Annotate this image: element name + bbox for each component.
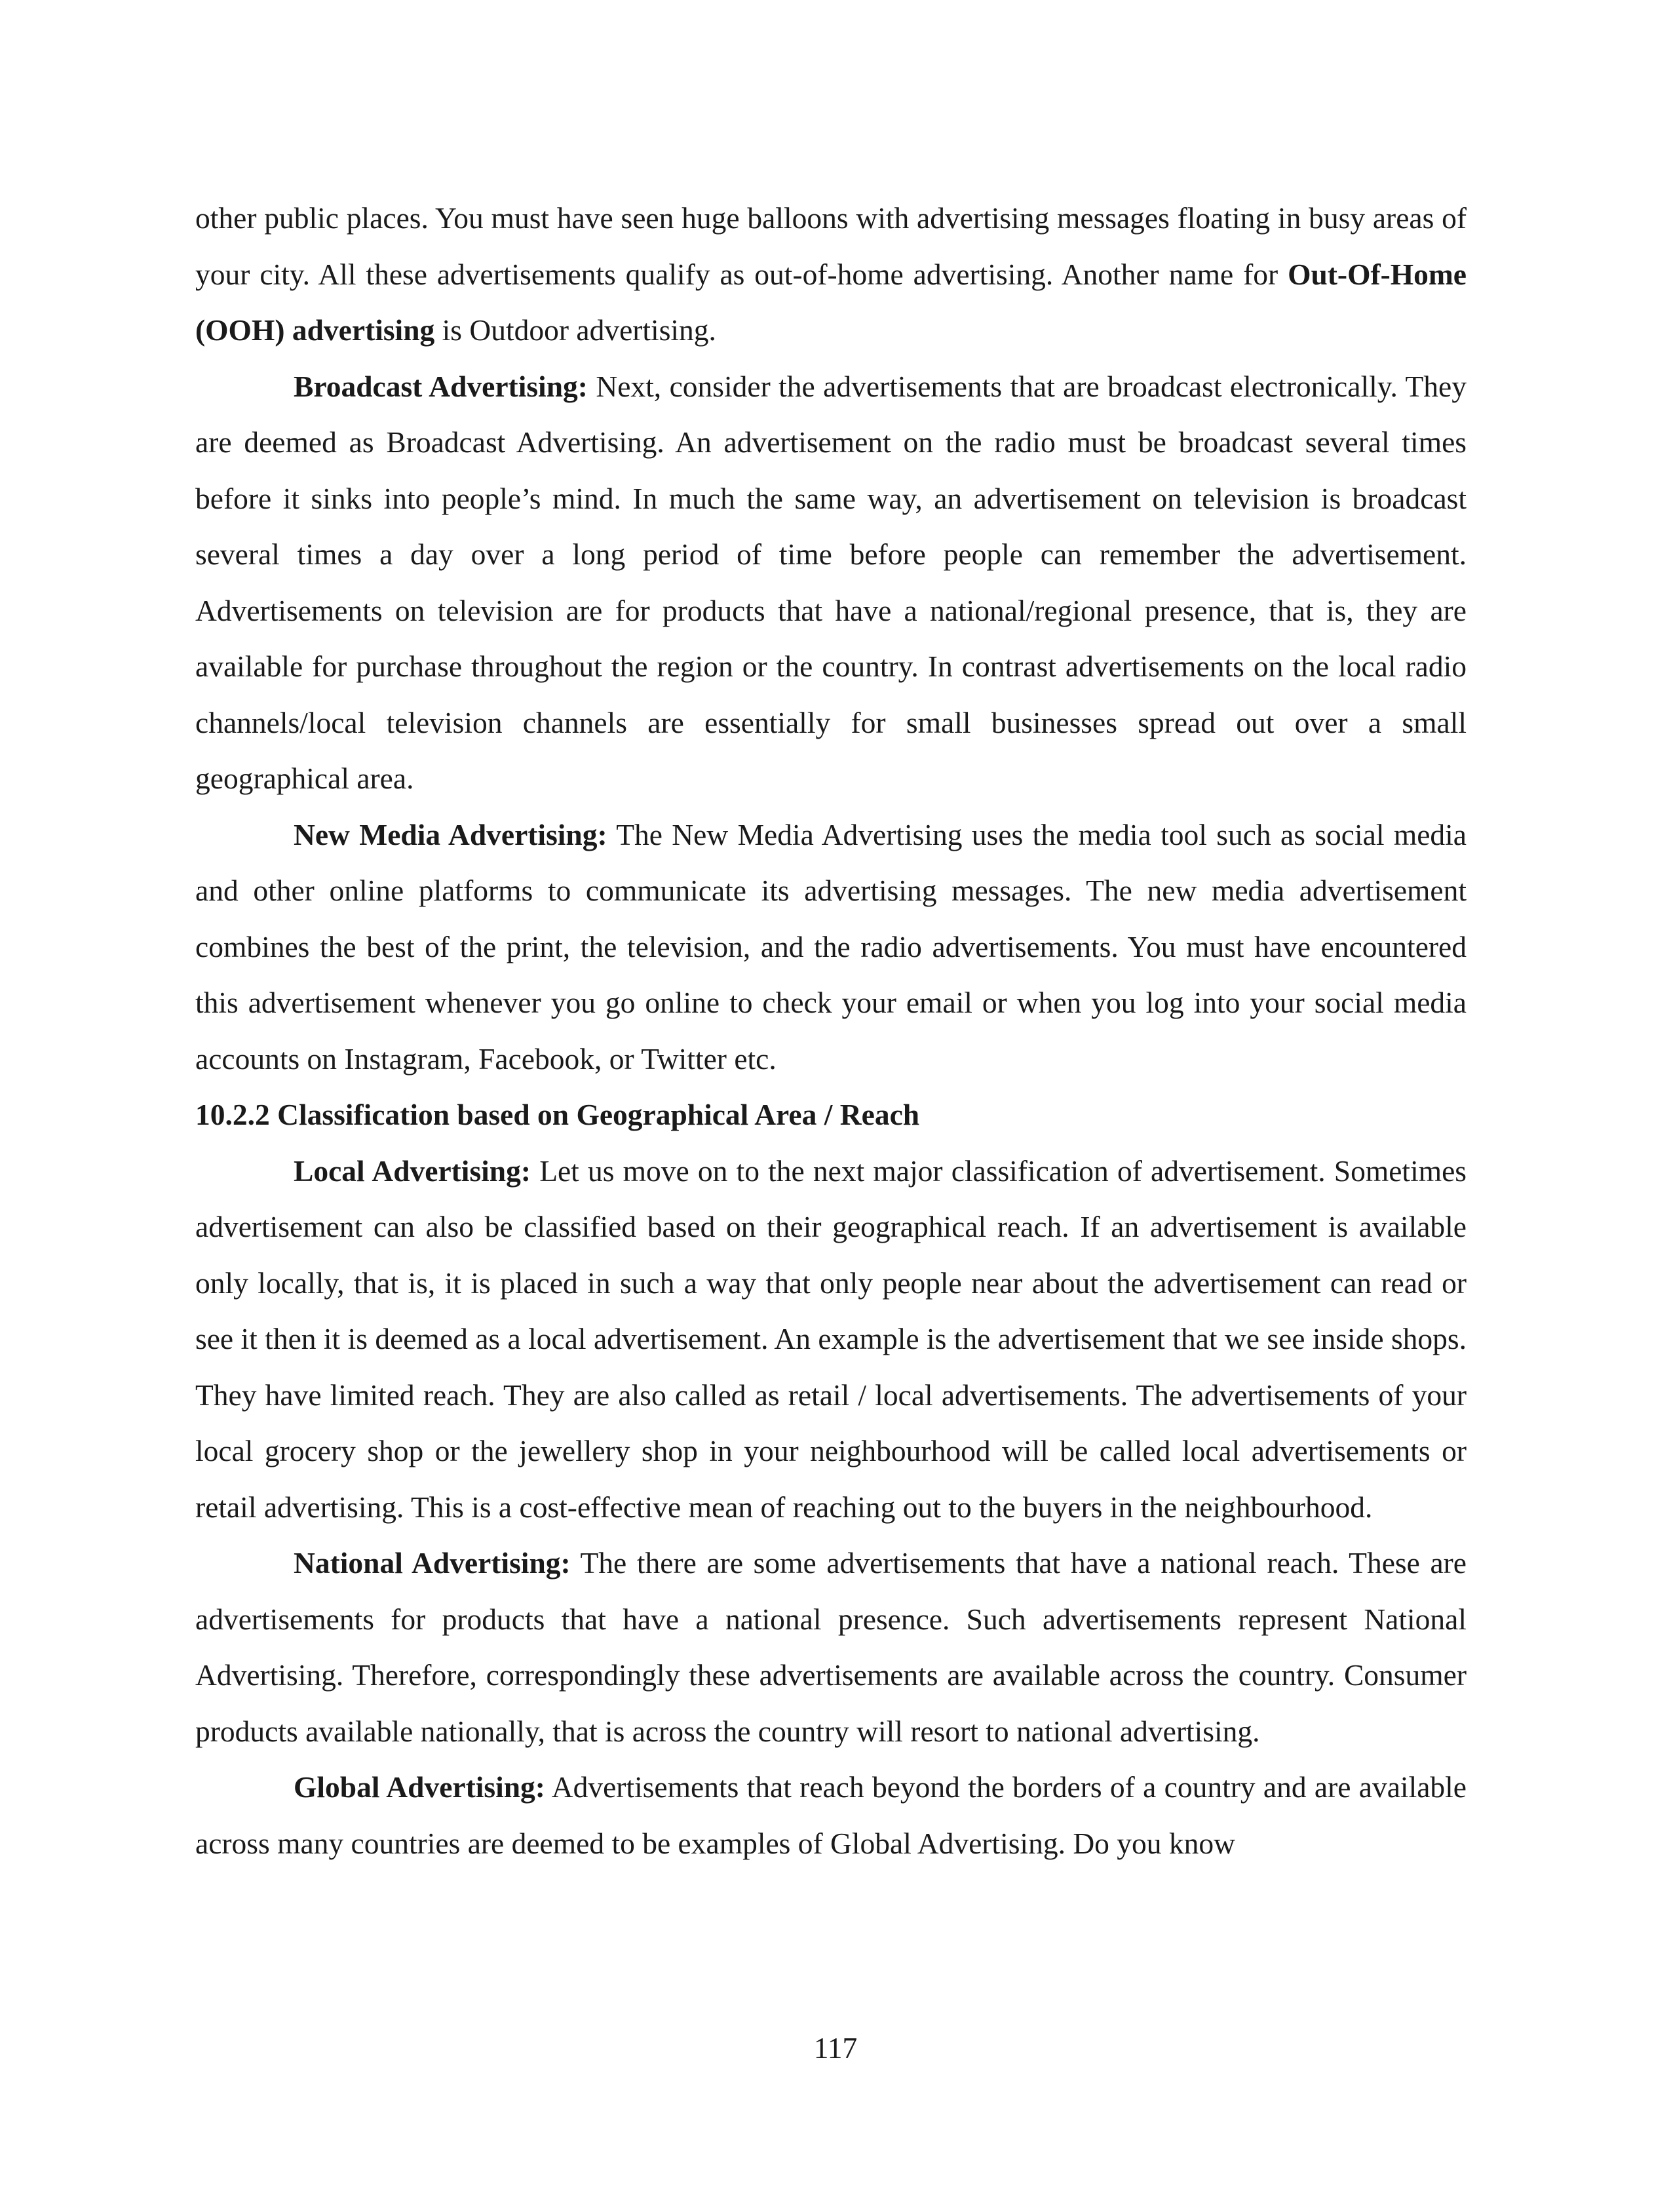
- paragraph-local-text: Let us move on to the next major classification of advertisement. Sometimes advertisement can also be classified based on their geographical reach. If an advertisement is available only locally, that is, it is placed in such a way that only people near about the advertisement can read or see it then it is deemed as a local advertisement. An example is the advertisement that we see inside shops. They have limited reach. They are also called as retail / local advertisements. The advertisements of your local grocery shop or the jewellery shop in your neighbourhood will be called local advertisements or retail advertising. This is a cost-effective mean of reaching out to the buyers in the neighbourhood.: [195, 1154, 1467, 1524]
- paragraph-ooh-text: other public places. You must have seen huge balloons with advertising messages floating in busy areas of your city. All these advertisements qualify as out-of-home advertising. Another name for: [195, 201, 1467, 291]
- global-term: Global Advertising:: [294, 1770, 545, 1804]
- section-heading: 10.2.2 Classification based on Geographical Area / Reach: [195, 1098, 920, 1131]
- paragraph-national-text: The there are some advertisements that have a national reach. These are advertisements for products that have a national presence. Such advertisements represent National Advertising. Therefore, correspondingly these advertisements are available across the country. Consumer products available nationally, that is across the country will resort to national advertising.: [195, 1546, 1467, 1748]
- paragraph-ooh: [195, 190, 1467, 359]
- paragraph-broadcast: [195, 359, 1467, 807]
- broadcast-term: Broadcast Advertising:: [294, 369, 588, 403]
- paragraph-global: [195, 1759, 1467, 1871]
- national-term: National Advertising:: [294, 1546, 571, 1580]
- paragraph-broadcast-text: Next, consider the advertisements that are broadcast electronically. They are deemed as Broadcast Advertising. An advertisement on the radio must be broadcast several times before it sinks into people’s mind. In much the same way, an advertisement on television is broadcast several times a day over a long period of time before people can remember the advertisement. Advertisements on television are for products that have a national/regional presence, that is, they are available for purchase throughout the region or the country. In contrast advertisements on the local radio channels/local television channels are essentially for small businesses spread out over a small geographical area.: [195, 369, 1467, 795]
- new-media-term: New Media Advertising:: [294, 817, 607, 851]
- page-body: [195, 190, 1467, 1871]
- paragraph-local: [195, 1143, 1467, 1536]
- page-number: 117: [813, 2031, 858, 2065]
- paragraph-new-media: [195, 807, 1467, 1087]
- paragraph-new-media-text: The New Media Advertising uses the media tool such as social media and other online platforms to communicate its advertising messages. The new media advertisement combines the best of the print, the television, and the radio advertisements. You must have encountered this advertisement whenever you go online to check your email or when you log into your social media accounts on Instagram, Facebook, or Twitter etc.: [195, 817, 1467, 1076]
- ooh-term: Out-Of-Home (OOH) advertising: [195, 257, 1467, 347]
- paragraph-ooh-after: is Outdoor advertising.: [434, 313, 716, 347]
- paragraph-national: [195, 1535, 1467, 1759]
- paragraph-global-text: Advertisements that reach beyond the borders of a country and are available across many countries are deemed to be examples of Global Advertising. Do you know: [195, 1770, 1467, 1860]
- local-term: Local Advertising:: [294, 1154, 531, 1188]
